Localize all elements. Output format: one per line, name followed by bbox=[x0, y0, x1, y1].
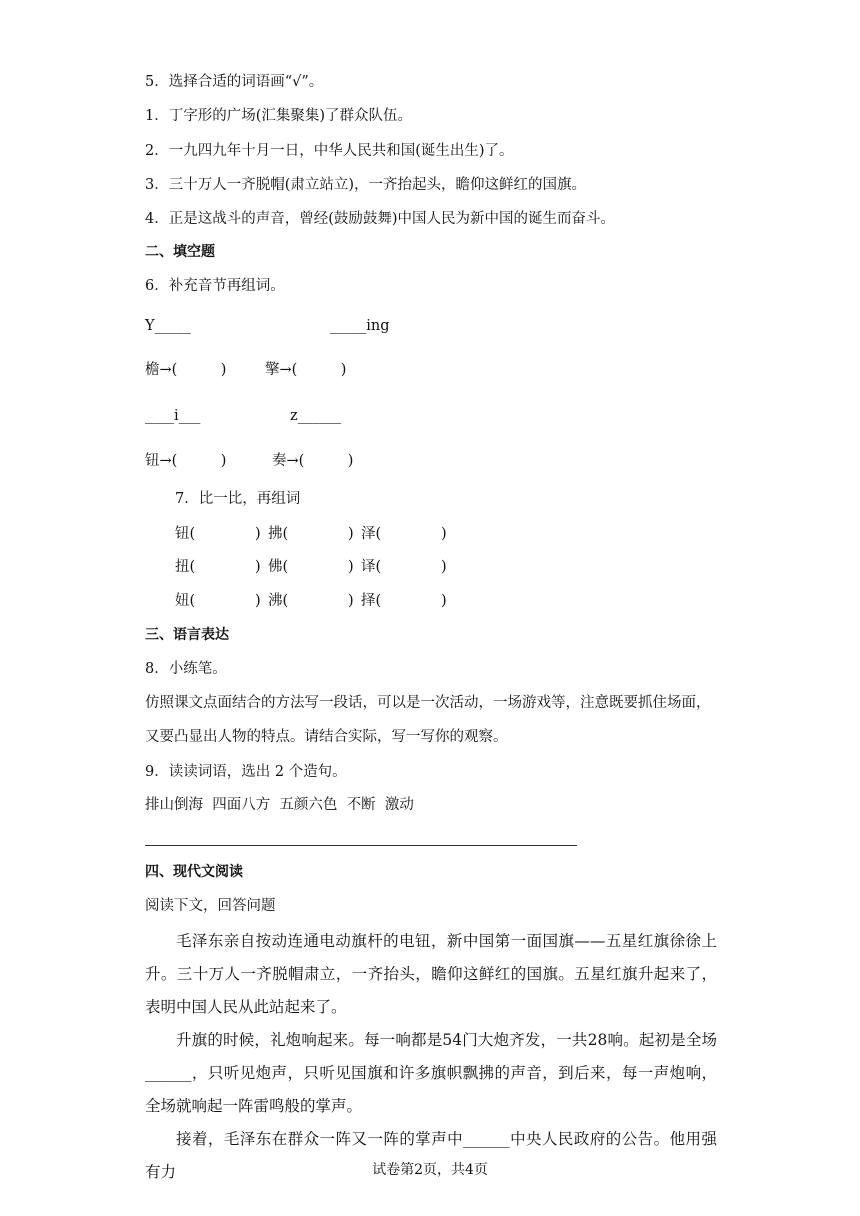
page-footer: 试卷第2页，共4页 bbox=[372, 1162, 488, 1178]
question-5-item-1: 1．丁字形的广场(汇集聚集)了群众队伍。 bbox=[145, 108, 413, 124]
compare-cell: 择( bbox=[361, 593, 382, 609]
question-6-title: 6．补充音节再组词。 bbox=[145, 278, 285, 294]
compare-cell: ) bbox=[348, 559, 354, 575]
reading-passage bbox=[145, 925, 717, 1189]
question-5-item-3: 3．三十万人一齐脱帽(肃立站立)，一齐抬起头，瞻仰这鲜红的国旗。 bbox=[145, 177, 587, 193]
word-blank-yan: 檐→( ) bbox=[145, 362, 227, 378]
question-9-words: 排山倒海 四面八方 五颜六色 不断 激动 bbox=[145, 797, 414, 813]
pinyin-blank-3: ____i___ bbox=[145, 408, 201, 424]
question-8-text-2: 又要凸显出人物的特点。请结合实际，写一写你的观察。 bbox=[145, 729, 508, 745]
compare-cell: 妞( bbox=[175, 593, 196, 609]
compare-cell: ) bbox=[255, 526, 261, 542]
pinyin-blank-1: Y_____ bbox=[145, 318, 191, 334]
compare-cell: 沸( bbox=[268, 593, 289, 609]
compare-cell: ) bbox=[255, 559, 261, 575]
compare-cell: 扭( bbox=[175, 559, 196, 575]
compare-cell: ) bbox=[441, 559, 447, 575]
question-7-title: 7．比一比，再组词 bbox=[175, 491, 301, 507]
question-9-title: 9．读读词语，选出 2 个造句。 bbox=[145, 764, 347, 780]
compare-cell: ) bbox=[441, 526, 447, 542]
compare-cell: 译( bbox=[361, 559, 382, 575]
compare-cell: ) bbox=[348, 593, 354, 609]
section-heading-reading: 四、现代文阅读 bbox=[145, 864, 243, 880]
reading-paragraph-3: 接着，毛泽东在群众一阵又一阵的掌声中______中央人民政府的公告。他用强有力 bbox=[145, 1130, 717, 1181]
compare-cell: ) bbox=[441, 593, 447, 609]
compare-cell: 钮( bbox=[175, 526, 196, 542]
question-5-item-2: 2．一九四九年十月一日，中华人民共和国(诞生出生)了。 bbox=[145, 143, 514, 159]
reading-intro: 阅读下文，回答问题 bbox=[145, 898, 276, 914]
section-heading-fill-in: 二、填空题 bbox=[145, 244, 215, 260]
answer-line bbox=[145, 845, 577, 846]
compare-cell: 泽( bbox=[361, 526, 382, 542]
pinyin-blank-4: z______ bbox=[290, 408, 342, 424]
compare-cell: 拂( bbox=[268, 526, 289, 542]
compare-cell: ) bbox=[255, 593, 261, 609]
reading-paragraph-2: 升旗的时候，礼炮响起来。每一响都是54门大炮齐发，一共28响。起初是全场______，只听见炮声，只听见国旗和许多旗帜飘拂的声音，到后来，每一声炮响，全场就响起一阵雷鸣般的掌声。 bbox=[145, 1031, 717, 1115]
word-blank-qing: 擎→( ) bbox=[265, 362, 347, 378]
question-8-text-1: 仿照课文点面结合的方法写一段话，可以是一次活动，一场游戏等，注意既要抓住场面， bbox=[145, 695, 711, 711]
question-5-title: 5．选择合适的词语画“√”。 bbox=[145, 74, 324, 90]
pinyin-blank-2: _____ing bbox=[330, 318, 390, 334]
compare-cell: ) bbox=[348, 526, 354, 542]
question-8-title: 8．小练笔。 bbox=[145, 661, 227, 677]
section-heading-expression: 三、语言表达 bbox=[145, 627, 229, 643]
word-blank-niu: 钮→( ) bbox=[145, 453, 227, 469]
compare-cell: 佛( bbox=[268, 559, 289, 575]
question-5-item-4: 4．正是这战斗的声音，曾经(鼓励鼓舞)中国人民为新中国的诞生而奋斗。 bbox=[145, 211, 616, 227]
word-blank-zou: 奏→( ) bbox=[272, 453, 354, 469]
reading-paragraph-1: 毛泽东亲自按动连通电动旗杆的电钮，新中国第一面国旗——五星红旗徐徐上升。三十万人一齐脱帽肃立，一齐抬头，瞻仰这鲜红的国旗。五星红旗升起来了，表明中国人民从此站起来了。 bbox=[145, 932, 717, 1016]
